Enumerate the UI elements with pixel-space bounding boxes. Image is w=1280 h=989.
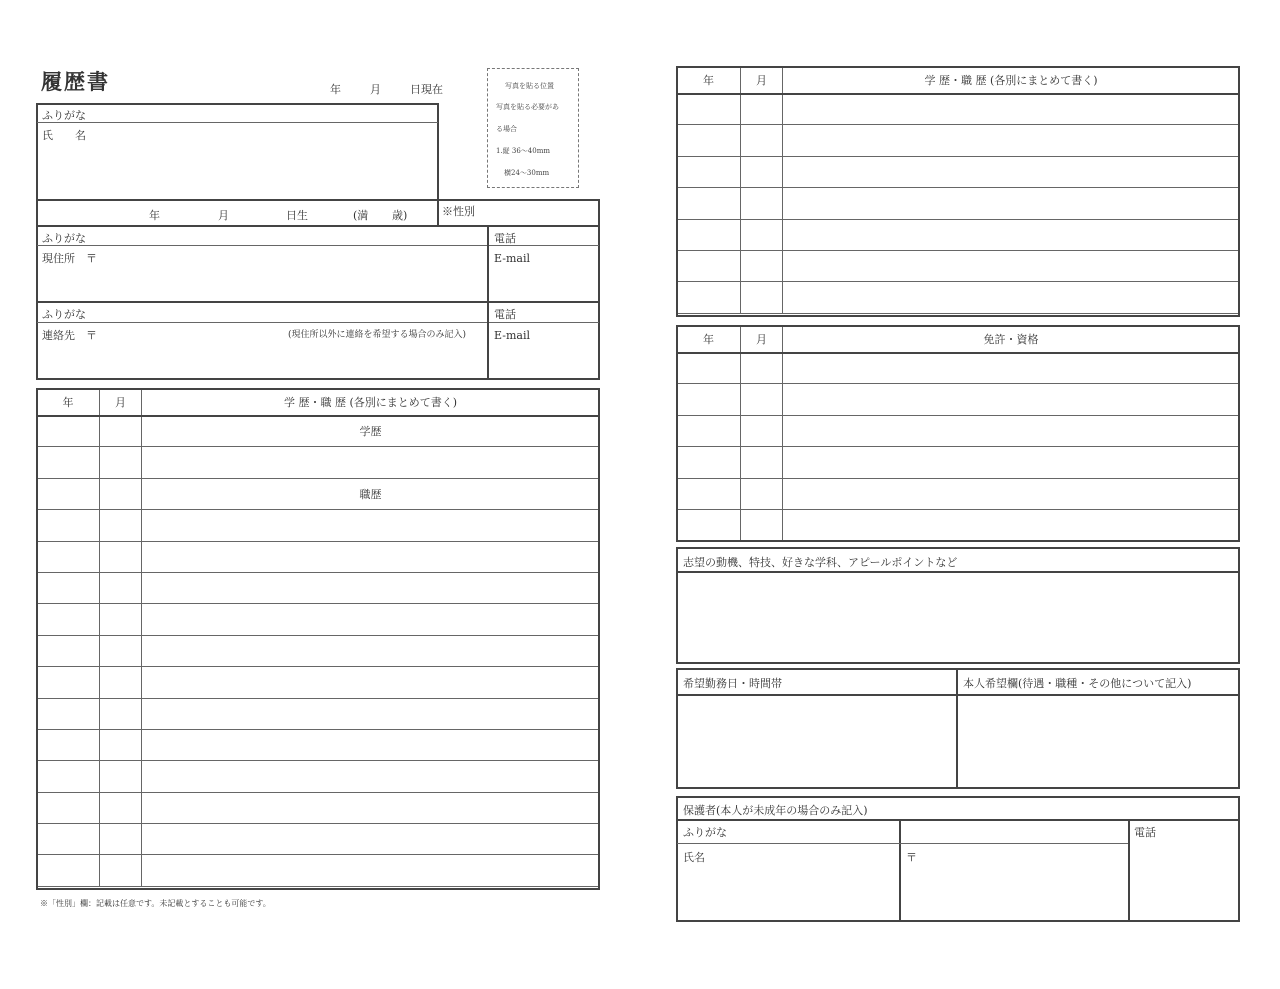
month-cell[interactable] (741, 509, 783, 540)
gender-label: ※性別 (442, 205, 475, 218)
guardian-phone-label: 電話 (1134, 826, 1156, 839)
table-row[interactable] (37, 792, 600, 823)
month-cell[interactable] (100, 761, 142, 792)
table-row[interactable] (677, 250, 1240, 281)
year-cell[interactable] (37, 792, 100, 823)
content-cell[interactable] (783, 509, 1240, 540)
guardian-divider-2 (1128, 820, 1130, 921)
year-cell[interactable] (677, 250, 741, 281)
year-cell[interactable] (37, 635, 100, 666)
col-month-header: 月 (741, 67, 783, 94)
month-cell[interactable] (100, 667, 142, 698)
contact-note: (現住所以外に連絡を希望する場合のみ記入) (288, 330, 467, 340)
content-cell[interactable] (142, 855, 600, 886)
month-cell[interactable] (100, 510, 142, 541)
year-cell[interactable] (37, 604, 100, 635)
guardian-name-label: 氏名 (683, 851, 705, 864)
content-cell[interactable] (783, 415, 1240, 446)
month-cell[interactable] (100, 604, 142, 635)
year-cell[interactable] (37, 824, 100, 855)
guardian-header: 保護者(本人が未成年の場合のみ記入) (683, 804, 868, 817)
year-cell[interactable] (37, 510, 100, 541)
year-cell[interactable] (677, 156, 741, 187)
col-licenses-header: 免許・資格 (783, 326, 1240, 353)
guardian-furigana-divider (677, 843, 1128, 844)
col-year-header: 年 (677, 67, 741, 94)
col-history-header: 学 歴・職 歴 (各別にまとめて書く) (783, 67, 1240, 94)
table-row[interactable] (37, 510, 600, 541)
table-row[interactable] (677, 156, 1240, 187)
photo-instruction-4: 1.縦 36〜40mm (496, 147, 550, 155)
content-cell[interactable] (783, 353, 1240, 384)
year-cell[interactable] (677, 384, 741, 415)
month-cell[interactable] (100, 447, 142, 478)
year-cell[interactable] (677, 353, 741, 384)
date-year-label: 年 (330, 83, 341, 96)
year-cell[interactable] (677, 282, 741, 313)
address-furigana-label: ふりがな (42, 232, 86, 245)
birth-year-label: 年 (149, 209, 160, 222)
year-cell[interactable] (37, 667, 100, 698)
content-cell[interactable] (142, 729, 600, 760)
content-cell[interactable]: 職歴 (142, 478, 600, 509)
table-row[interactable] (37, 541, 600, 572)
content-cell[interactable] (783, 125, 1240, 156)
table-row[interactable] (37, 478, 600, 509)
contact-label: 連絡先 〒 (42, 329, 97, 342)
motivation-divider (677, 571, 1239, 573)
contact-phone-underline (489, 322, 599, 323)
table-row[interactable] (37, 698, 600, 729)
content-cell[interactable] (783, 188, 1240, 219)
month-cell[interactable] (741, 447, 783, 478)
col-year-header: 年 (37, 389, 100, 416)
table-row[interactable] (677, 94, 1240, 125)
contact-furigana-label: ふりがな (42, 308, 86, 321)
table-row[interactable] (677, 188, 1240, 219)
name-box[interactable] (36, 103, 439, 201)
col-year-header: 年 (677, 326, 741, 353)
year-cell[interactable] (37, 698, 100, 729)
motivation-label: 志望の動機、特技、好きな学科、アピールポイントなど (683, 556, 958, 569)
table-row[interactable] (677, 219, 1240, 250)
licenses-table[interactable] (676, 325, 1240, 541)
year-cell[interactable] (677, 478, 741, 509)
month-cell[interactable] (100, 478, 142, 509)
table-row[interactable] (37, 824, 600, 855)
year-cell[interactable] (677, 94, 741, 125)
history-table-left[interactable] (36, 388, 600, 887)
month-cell[interactable] (100, 729, 142, 760)
col-history-header: 学 歴・職 歴 (各別にまとめて書く) (142, 389, 600, 416)
content-cell[interactable] (142, 604, 600, 635)
col-month-header: 月 (100, 389, 142, 416)
content-cell[interactable] (783, 250, 1240, 281)
table-row[interactable] (677, 447, 1240, 478)
birth-gender-divider (437, 199, 439, 227)
document-title: 履歴書 (41, 69, 110, 94)
work-wishes-divider (956, 669, 958, 788)
guardian-furigana-label: ふりがな (683, 826, 727, 839)
table-row[interactable] (677, 415, 1240, 446)
content-cell[interactable] (142, 824, 600, 855)
wishes-label: 本人希望欄(待遇・職種・その他について記入) (963, 677, 1192, 690)
footnote: ※「性別」欄：記載は任意です。未記載とすることも可能です。 (40, 899, 271, 908)
content-cell[interactable] (142, 572, 600, 603)
content-cell[interactable] (142, 698, 600, 729)
content-cell[interactable] (142, 761, 600, 792)
guardian-divider-1 (899, 820, 901, 921)
work-wishes-header-divider (677, 694, 1239, 696)
address-label: 現住所 〒 (42, 252, 97, 265)
month-cell[interactable] (741, 250, 783, 281)
address-phone-label: 電話 (494, 232, 516, 245)
year-cell[interactable] (677, 415, 741, 446)
table-row[interactable] (37, 855, 600, 886)
age-open-label: (満 (353, 209, 369, 222)
table-row[interactable] (677, 125, 1240, 156)
month-cell[interactable] (100, 792, 142, 823)
year-cell[interactable] (37, 541, 100, 572)
month-cell[interactable] (741, 282, 783, 313)
year-cell[interactable] (37, 447, 100, 478)
content-cell[interactable] (142, 635, 600, 666)
year-cell[interactable] (37, 416, 100, 447)
table-row[interactable] (37, 729, 600, 760)
table-row[interactable] (37, 761, 600, 792)
year-cell[interactable] (677, 447, 741, 478)
name-label: 氏 名 (42, 129, 86, 142)
year-cell[interactable] (677, 509, 741, 540)
photo-instruction-2: 写真を貼る必要があ (496, 103, 559, 111)
month-cell[interactable] (100, 572, 142, 603)
content-cell[interactable] (783, 219, 1240, 250)
month-cell[interactable] (741, 125, 783, 156)
content-cell[interactable]: 学歴 (142, 416, 600, 447)
content-cell[interactable] (783, 447, 1240, 478)
table-row[interactable] (677, 384, 1240, 415)
content-cell[interactable] (783, 384, 1240, 415)
year-cell[interactable] (37, 478, 100, 509)
table-row[interactable] (677, 509, 1240, 540)
table-row[interactable] (37, 667, 600, 698)
address-email-label: E-mail (494, 252, 530, 265)
content-cell[interactable] (783, 478, 1240, 509)
month-cell[interactable] (741, 415, 783, 446)
photo-instruction-3: る場合 (496, 125, 517, 133)
month-cell[interactable] (100, 855, 142, 886)
birth-row[interactable] (36, 199, 600, 227)
guardian-postal-label: 〒 (906, 851, 917, 864)
table-row[interactable] (677, 353, 1240, 384)
birth-month-label: 月 (218, 209, 229, 222)
year-cell[interactable] (677, 219, 741, 250)
month-cell[interactable] (100, 824, 142, 855)
month-cell[interactable] (741, 188, 783, 219)
history-table-right[interactable] (676, 66, 1240, 314)
content-cell[interactable] (142, 541, 600, 572)
month-cell[interactable] (741, 94, 783, 125)
age-close-label: 歳) (392, 209, 408, 222)
col-month-header: 月 (741, 326, 783, 353)
photo-instruction-5: 横24〜30mm (504, 169, 550, 177)
photo-area[interactable] (487, 68, 579, 188)
date-day-label: 日現在 (410, 83, 443, 96)
content-cell[interactable] (142, 447, 600, 478)
table-row[interactable] (677, 282, 1240, 313)
month-cell[interactable] (100, 416, 142, 447)
address-contact-divider (37, 301, 599, 303)
year-cell[interactable] (37, 729, 100, 760)
content-cell[interactable] (142, 510, 600, 541)
content-cell[interactable] (142, 667, 600, 698)
table-row[interactable] (37, 447, 600, 478)
date-month-label: 月 (370, 83, 381, 96)
table-row[interactable] (37, 635, 600, 666)
work-days-label: 希望勤務日・時間帯 (683, 677, 782, 690)
month-cell[interactable] (741, 219, 783, 250)
month-cell[interactable] (741, 478, 783, 509)
month-cell[interactable] (100, 635, 142, 666)
month-cell[interactable] (100, 698, 142, 729)
table-row[interactable] (37, 416, 600, 447)
content-cell[interactable] (783, 156, 1240, 187)
table-row[interactable] (677, 478, 1240, 509)
month-cell[interactable] (100, 541, 142, 572)
guardian-header-divider (677, 819, 1239, 821)
year-cell[interactable] (37, 572, 100, 603)
content-cell[interactable] (783, 94, 1240, 125)
birth-day-label: 日生 (286, 209, 308, 222)
name-furigana-divider (37, 122, 438, 123)
year-cell[interactable] (37, 761, 100, 792)
year-cell[interactable] (37, 855, 100, 886)
address-furigana-divider (37, 245, 487, 246)
content-cell[interactable] (142, 792, 600, 823)
table-row[interactable] (37, 604, 600, 635)
month-cell[interactable] (741, 384, 783, 415)
month-cell[interactable] (741, 156, 783, 187)
year-cell[interactable] (677, 125, 741, 156)
photo-instruction-1: 写真を貼る位置 (505, 82, 554, 90)
name-furigana-label: ふりがな (42, 109, 86, 122)
contact-email-label: E-mail (494, 329, 530, 342)
contact-furigana-divider (37, 322, 487, 323)
table-row[interactable] (37, 572, 600, 603)
month-cell[interactable] (741, 353, 783, 384)
contact-phone-label: 電話 (494, 308, 516, 321)
year-cell[interactable] (677, 188, 741, 219)
content-cell[interactable] (783, 282, 1240, 313)
